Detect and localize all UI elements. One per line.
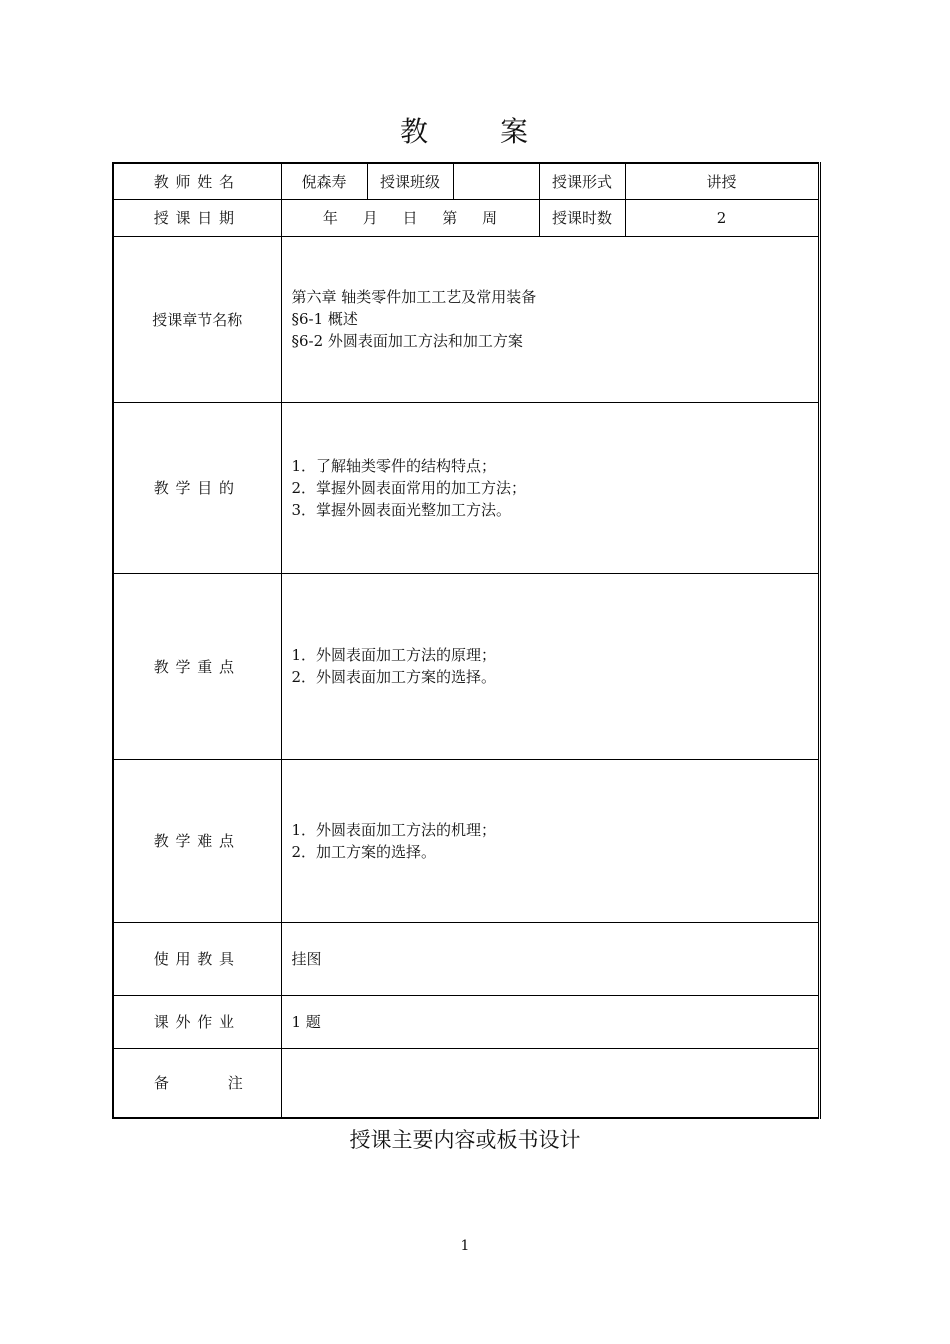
class-value xyxy=(453,163,539,199)
objective-line: 2．掌握外圆表面常用的加工方法； xyxy=(291,478,527,497)
homework-label: 课外作业 xyxy=(113,995,281,1048)
row-key-points xyxy=(113,573,819,759)
objectives-content xyxy=(281,402,819,573)
chapter-line: 第六章 轴类零件加工工艺及常用装备 xyxy=(291,288,537,306)
key-point-line: 2．外圆表面加工方案的选择。 xyxy=(291,668,497,686)
key-point-line: 1．外圆表面加工方法的原理； xyxy=(291,646,497,664)
remarks-label xyxy=(113,1048,281,1118)
tools-label: 使用教具 xyxy=(113,922,281,995)
date-label: 授课日期 xyxy=(113,199,281,236)
hours-label: 授课时数 xyxy=(539,199,625,236)
key-points-label: 教学重点 xyxy=(113,573,281,759)
tools-value: 挂图 xyxy=(281,922,819,995)
objective-line: 1．了解轴类零件的结构特点； xyxy=(291,456,497,475)
date-year: 年 xyxy=(322,209,338,227)
class-label: 授课班级 xyxy=(367,163,453,199)
chapter-content xyxy=(281,236,819,402)
teacher-name-value: 倪森寿 xyxy=(281,163,367,199)
page-number: 1 xyxy=(460,1238,470,1254)
row-date xyxy=(113,199,819,236)
chapter-line: §6-1 概述 xyxy=(291,310,358,328)
homework-value: 1 题 xyxy=(281,995,819,1048)
date-value xyxy=(281,199,539,236)
hours-value: 2 xyxy=(625,199,819,236)
difficulties-label: 教学难点 xyxy=(113,759,281,922)
remarks-label-char-1: 备 xyxy=(154,1074,176,1093)
difficulty-line: 1．外圆表面加工方法的机理； xyxy=(291,820,497,839)
chapter-label: 授课章节名称 xyxy=(113,236,281,402)
teacher-name-label: 教师姓名 xyxy=(113,163,281,199)
difficulties-content xyxy=(281,759,819,922)
board-design-heading: 授课主要内容或板书设计 xyxy=(349,1128,581,1152)
row-tools xyxy=(113,922,819,995)
remarks-label-char-2: 注 xyxy=(227,1074,250,1093)
objectives-label: 教学目的 xyxy=(113,402,281,573)
date-month: 月 xyxy=(362,209,378,227)
lesson-plan-table xyxy=(112,162,821,1119)
chapter-line: §6-2 外圆表面加工方法和加工方案 xyxy=(291,332,523,350)
row-difficulties xyxy=(113,759,819,922)
row-teacher xyxy=(113,163,819,199)
row-homework xyxy=(113,995,819,1048)
row-objectives xyxy=(113,402,819,573)
teaching-form-label: 授课形式 xyxy=(539,163,625,199)
title-char-1: 教 xyxy=(400,115,429,148)
date-day: 日 xyxy=(402,209,418,227)
date-week-prefix: 第 xyxy=(442,209,458,227)
objective-line: 3．掌握外圆表面光整加工方法。 xyxy=(291,500,512,519)
key-points-content xyxy=(281,573,819,759)
difficulty-line: 2．加工方案的选择。 xyxy=(291,842,437,861)
teaching-form-value: 讲授 xyxy=(625,163,819,199)
remarks-value xyxy=(281,1048,819,1118)
row-remarks xyxy=(113,1048,819,1118)
row-chapter xyxy=(113,236,819,402)
title-char-2: 案 xyxy=(500,115,529,148)
date-week-suffix: 周 xyxy=(482,209,498,227)
